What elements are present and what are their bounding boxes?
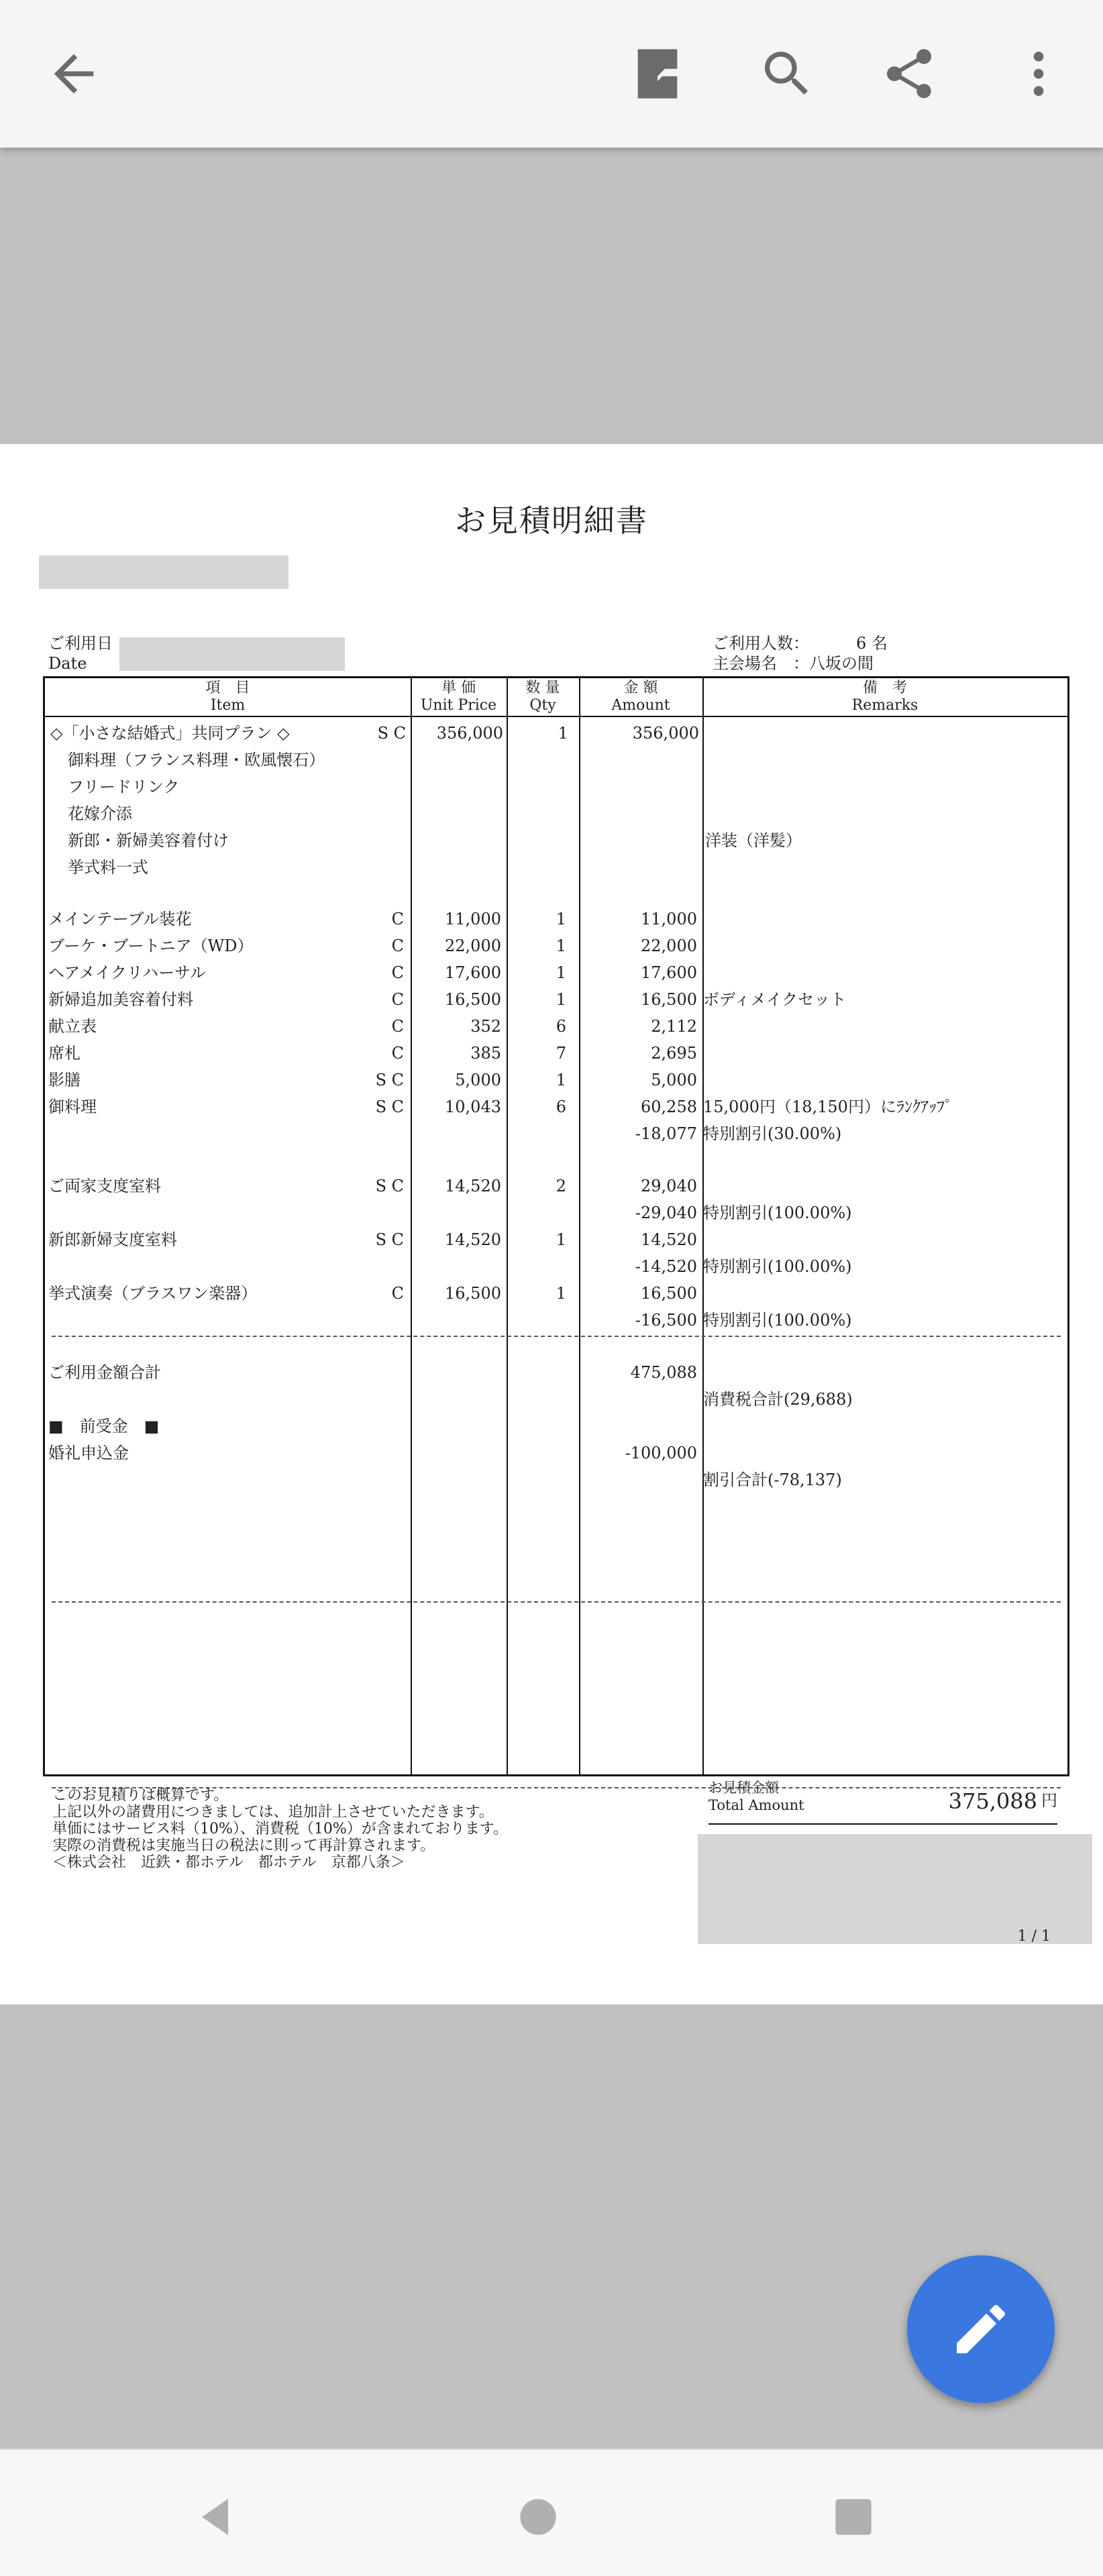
total-amount-unit: 円 <box>1041 1791 1057 1810</box>
nav-back-button[interactable] <box>176 2477 256 2557</box>
deposit-heading: ■ 前受金 ■ <box>48 1417 160 1436</box>
search-button[interactable] <box>747 34 827 114</box>
venue-info: 主会場名 ：八坂の間 <box>713 654 874 673</box>
table-row: -18,077 特別割引(30.00%) <box>635 1124 842 1143</box>
top-app-bar <box>0 0 1103 148</box>
page-number: 1 / 1 <box>1017 1928 1051 1945</box>
table-row: メインテーブル装花 C 11,000 1 11,000 <box>48 910 697 928</box>
nav-home-button[interactable] <box>498 2477 578 2557</box>
edit-fab-button[interactable] <box>907 2255 1055 2403</box>
document-title: お見積明細書 <box>455 502 648 539</box>
table-row: 挙式演奏（ブラスワン楽器） C 16,500 1 16,500 <box>48 1284 697 1303</box>
table-row: フリードリンク <box>68 777 180 796</box>
total-usage-row: ご利用金額合計 475,088 <box>48 1363 697 1382</box>
guests-info: ご利用人数： 6 名 主会場名 ：八坂の間 <box>713 634 888 673</box>
back-button[interactable] <box>34 34 114 114</box>
table-row: 新婦追加美容着付料 C 16,500 1 16,500 ボディメイクセット <box>48 990 847 1009</box>
table-row: 御料理 S C 10,043 6 60,258 15,000円（18,150円）にﾗﾝｸｱｯﾌﾟ <box>48 1097 953 1116</box>
table-row: 新郎新婦支度室料 S C 14,520 1 14,520 <box>48 1230 697 1249</box>
square-recents-icon <box>832 2496 875 2538</box>
nav-recents-button[interactable] <box>813 2477 894 2557</box>
header-amount: 金 額 Amount <box>611 680 670 714</box>
table-row: 献立表 C 352 6 2,112 <box>48 1017 697 1036</box>
table-row: -16,500 特別割引(100.00%) <box>635 1311 852 1330</box>
circle-home-icon <box>517 2496 560 2538</box>
header-qty: 数 量 Qty <box>525 680 560 714</box>
triangle-back-icon <box>192 2493 240 2541</box>
table-row: 影膳 S C 5,000 1 5,000 <box>48 1071 697 1089</box>
table-row: 挙式料一式 <box>68 858 148 877</box>
header-remarks: 備 考 Remarks <box>851 680 918 714</box>
estimate-notes: このお見積りは概算です。 上記以外の諸費用につきましては、追加計上させていただきます。 単価にはサービス料（10%）、消費税（10%）が含まれております。 実際の消費税は実施当日の税法に則って再計算されます。 ＜株式会社 近鉄・都ホテル 都ホテル 京都八条＞ <box>52 1787 509 1871</box>
table-row: ご両家支度室料 S C 14,520 2 29,040 <box>48 1177 697 1195</box>
table-row: -29,040 特別割引(100.00%) <box>635 1203 852 1222</box>
date-label: ご利用日 Date <box>48 634 113 673</box>
table-row: ヘアメイクリハーサル C 17,600 1 17,600 <box>48 963 697 982</box>
document-footer <box>0 444 1103 2004</box>
search-icon <box>757 44 817 103</box>
bookmark-doc-icon <box>628 44 687 103</box>
header-item: 項 目 Item <box>205 680 250 714</box>
reading-mode-button[interactable] <box>617 34 698 114</box>
header-unit-price: 単 価 Unit Price <box>420 680 497 714</box>
arrow-left-icon <box>44 44 103 103</box>
share-button[interactable] <box>869 34 949 114</box>
more-vert-icon <box>1009 44 1068 103</box>
discount-total-row: 割引合計(-78,137) <box>703 1470 842 1489</box>
wedding-deposit-row: 婚礼申込金 -100,000 <box>48 1444 697 1462</box>
total-amount-value: 375,088 <box>948 1788 1037 1814</box>
share-icon <box>880 44 939 103</box>
table-row: 席札 C 385 7 2,695 <box>48 1044 697 1063</box>
total-amount-box: お見積金額 Total Amount 375,088 円 <box>708 1779 1057 1825</box>
tax-total-row: 消費税合計(29,688) <box>703 1390 853 1409</box>
system-navigation-bar <box>0 2449 1103 2576</box>
table-row: ブーケ・ブートニア（WD） C 22,000 1 22,000 <box>48 936 697 955</box>
more-options-button[interactable] <box>998 34 1079 114</box>
table-row: -14,520 特別割引(100.00%) <box>635 1257 852 1276</box>
table-row: 御料理（フランス料理・欧風懐石） <box>68 751 325 769</box>
table-row: 花嫁介添 <box>68 804 132 823</box>
table-row: 新郎・新婦美容着付け 洋装（洋髪） <box>68 831 802 850</box>
pencil-icon <box>949 2297 1013 2361</box>
table-row: ◇「小さな結婚式」共同プラン ◇ S C 356,000 1 356,000 <box>50 724 699 743</box>
